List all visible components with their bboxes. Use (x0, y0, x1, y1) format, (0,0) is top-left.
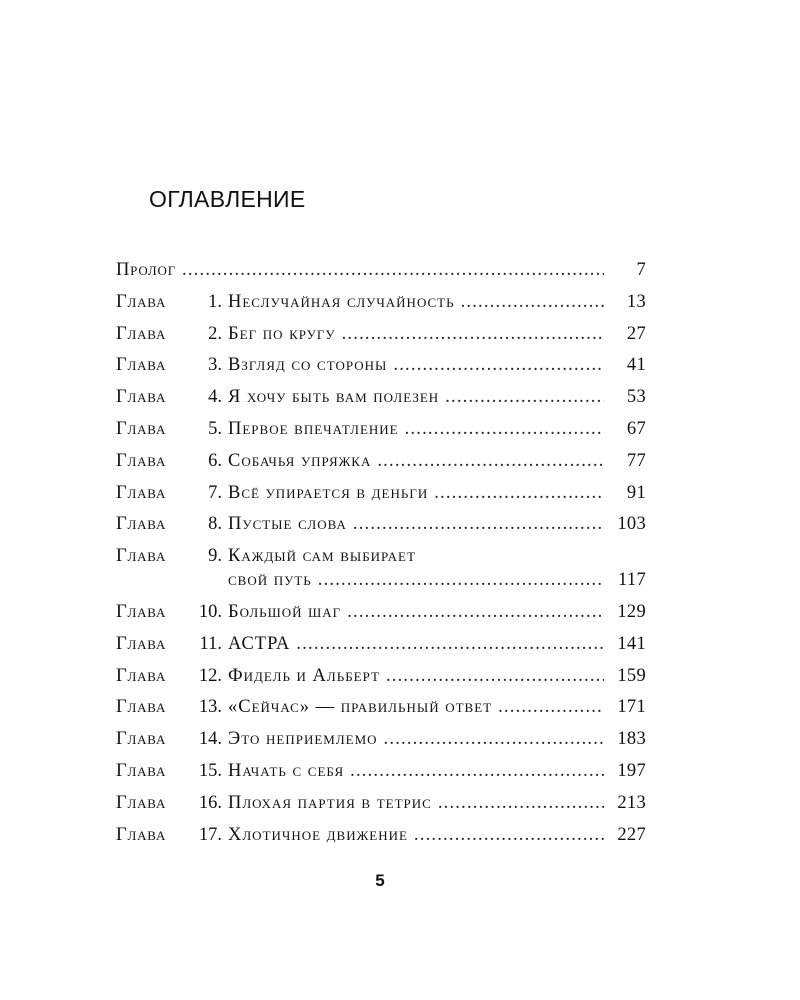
toc-entry-page: 227 (617, 824, 646, 845)
toc-entry-chapter-12[interactable] (116, 661, 646, 693)
dot-leader (445, 382, 604, 414)
toc-entry-title: Хлотичное движение (228, 824, 408, 845)
chapter-label: Глава (116, 760, 167, 781)
chapter-number: 15. (198, 760, 222, 781)
toc-entry-page: 213 (617, 792, 646, 813)
toc-entry-chapter-3[interactable] (116, 350, 646, 382)
toc-entry-chapter-9[interactable] (116, 541, 646, 565)
toc-entry-chapter-6[interactable] (116, 446, 646, 478)
toc-entry-page: 103 (617, 514, 646, 535)
toc-entry-chapter-7[interactable] (116, 478, 646, 510)
toc-entry-title: Фидель и Альберт (228, 665, 380, 686)
toc-entry-title: «Сейчас» — правильный ответ (228, 697, 493, 718)
toc-entry-page: 197 (617, 760, 646, 781)
chapter-number: 1. (208, 291, 222, 312)
chapter-label: Глава (116, 792, 167, 813)
chapter-label: Глава (116, 633, 167, 654)
chapter-label: Глава (116, 418, 167, 439)
chapter-number: 8. (208, 514, 222, 535)
toc-entry-title: Плохая партия в тетрис (228, 792, 432, 813)
chapter-label: Глава (116, 665, 167, 686)
toc-entry-title: Я хочу быть вам полезен (228, 387, 440, 408)
dot-leader (347, 597, 604, 629)
chapter-number: 3. (208, 355, 222, 376)
toc-entry-chapter-8[interactable] (116, 509, 646, 541)
chapter-number: 17. (198, 824, 222, 845)
chapter-number: 13. (198, 697, 222, 718)
toc-entry-page: 117 (618, 570, 646, 591)
dot-leader (498, 692, 604, 724)
toc-entry-page: 7 (636, 260, 646, 280)
chapter-number: 2. (208, 323, 222, 344)
toc-entry-prolog[interactable] (116, 255, 646, 287)
toc-entry-title: Это неприемлемо (228, 729, 378, 750)
toc-entry-title: Первое впечатление (228, 418, 399, 439)
toc-entry-title: Пролог (116, 260, 177, 280)
chapter-label: Глава (116, 355, 167, 376)
chapter-number: 12. (198, 665, 222, 686)
chapter-label: Глава (116, 824, 167, 845)
toc-entry-page: 53 (626, 387, 646, 408)
toc-entry-chapter-13[interactable] (116, 692, 646, 724)
toc-entry-chapter-16[interactable] (116, 788, 646, 820)
dot-leader (384, 724, 604, 756)
toc-entry-page: 183 (617, 729, 646, 750)
dot-leader (414, 820, 604, 852)
toc-entry-page: 91 (626, 482, 646, 503)
chapter-number: 5. (208, 418, 222, 439)
toc-entry-page: 41 (626, 355, 646, 376)
toc-entry-title: Пустые слова (228, 514, 347, 535)
chapter-label: Глава (116, 482, 167, 503)
chapter-label: Глава (116, 729, 167, 750)
chapter-number: 6. (208, 450, 222, 471)
toc-entry-title: Бег по кругу (228, 323, 336, 344)
toc-entry-page: 13 (626, 291, 646, 312)
toc-entry-title: Всё упирается в деньги (228, 482, 429, 503)
toc-entry-chapter-5[interactable] (116, 414, 646, 446)
table-of-contents (116, 255, 646, 851)
dot-leader (461, 287, 604, 319)
chapter-number: 10. (198, 601, 222, 622)
dot-leader (318, 565, 604, 597)
dot-leader (405, 414, 604, 446)
page-number: 5 (375, 871, 385, 890)
toc-entry-title: Большой шаг (228, 601, 342, 622)
chapter-label: Глава (116, 387, 167, 408)
toc-entry-chapter-11[interactable] (116, 629, 646, 661)
dot-leader (350, 756, 604, 788)
toc-entry-page: 171 (617, 697, 646, 718)
chapter-number: 16. (198, 792, 222, 813)
chapter-number: 14. (198, 729, 222, 750)
toc-entry-chapter-15[interactable] (116, 756, 646, 788)
chapter-number: 4. (208, 387, 222, 408)
chapter-number: 9. (208, 546, 222, 567)
chapter-label: Глава (116, 323, 167, 344)
toc-entry-page: 159 (617, 665, 646, 686)
dot-leader (434, 478, 604, 510)
toc-entry-title: Неслучайная случайность (228, 291, 455, 312)
chapter-label: Глава (116, 514, 167, 535)
dot-leader (296, 629, 604, 661)
dot-leader (386, 661, 604, 693)
toc-entry-page: 27 (626, 323, 646, 344)
chapter-label: Глава (116, 601, 167, 622)
dot-leader (342, 319, 604, 351)
toc-entry-title: Начать с себя (228, 760, 345, 781)
chapter-label: Глава (116, 697, 167, 718)
toc-entry-page: 141 (617, 633, 646, 654)
toc-entry-chapter-17[interactable] (116, 820, 646, 852)
toc-entry-title: Каждый сам выбирает (228, 546, 416, 567)
chapter-number: 11. (199, 633, 222, 654)
toc-entry-chapter-10[interactable] (116, 597, 646, 629)
dot-leader (182, 255, 604, 287)
chapter-label: Глава (116, 546, 167, 567)
chapter-label: Глава (116, 291, 167, 312)
toc-entry-title: Собачья упряжка (228, 450, 372, 471)
toc-entry-chapter-2[interactable] (116, 319, 646, 351)
dot-leader (393, 350, 604, 382)
chapter-number: 7. (208, 482, 222, 503)
toc-entry-page: 67 (626, 418, 646, 439)
toc-entry-chapter-4[interactable] (116, 382, 646, 414)
toc-entry-title-continued: свой путь (228, 570, 312, 591)
toc-entry-chapter-1[interactable] (116, 287, 646, 319)
toc-entry-page: 77 (626, 450, 646, 471)
toc-entry-page: 129 (617, 601, 646, 622)
dot-leader (377, 446, 604, 478)
toc-entry-chapter-14[interactable] (116, 724, 646, 756)
dot-leader (353, 509, 604, 541)
page-title: ОГЛАВЛЕНИЕ (149, 186, 306, 212)
dot-leader (438, 788, 604, 820)
chapter-label: Глава (116, 450, 167, 471)
toc-entry-title: Взгляд со стороны (228, 355, 388, 376)
toc-entry-title: АСТРА (228, 633, 291, 654)
